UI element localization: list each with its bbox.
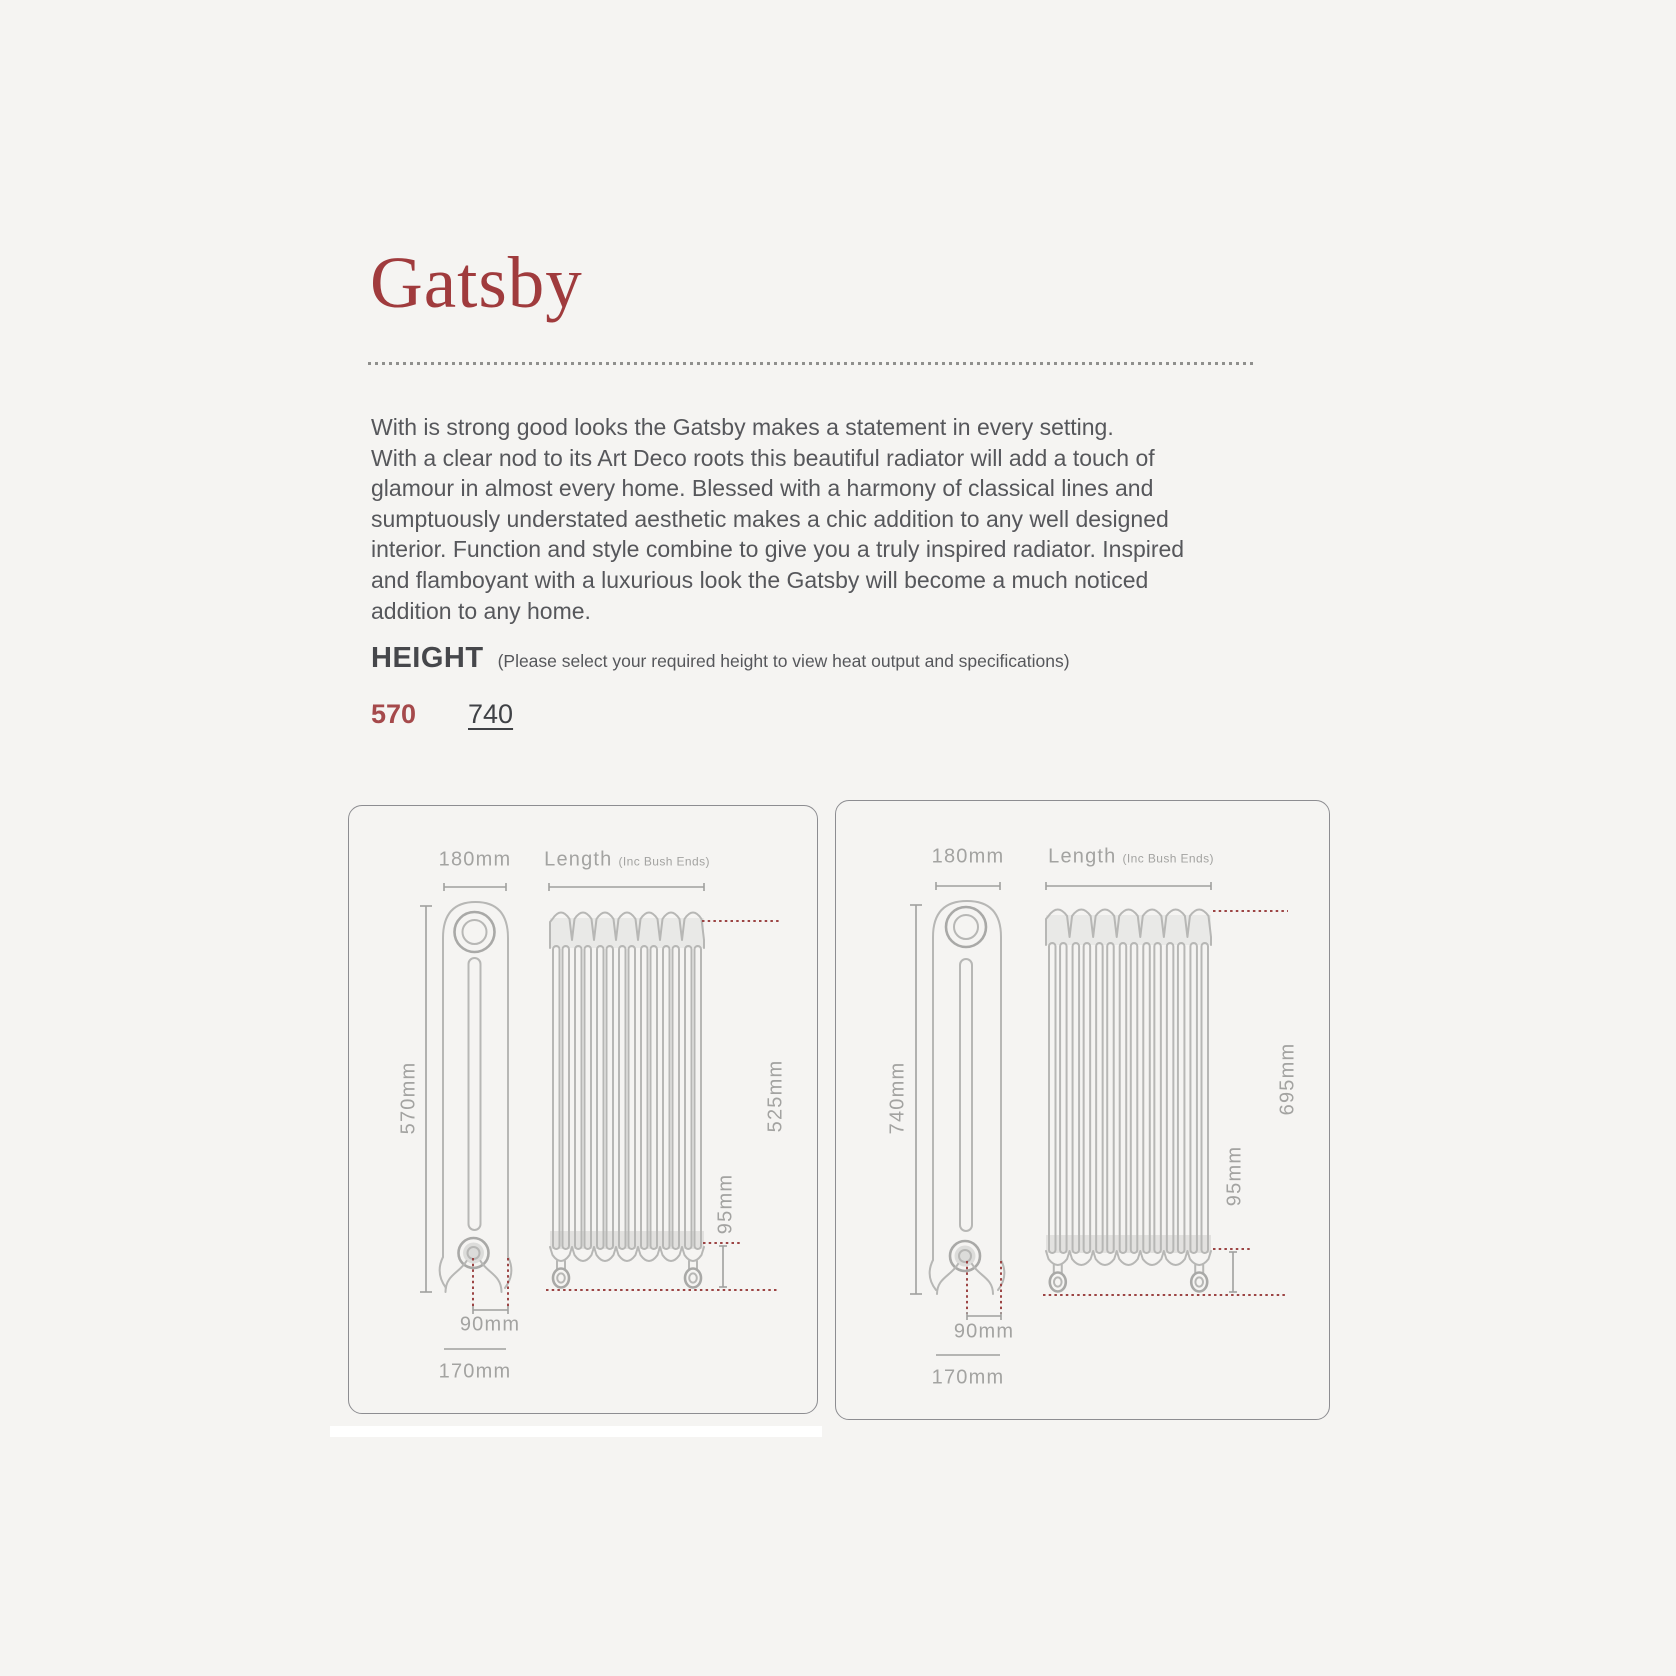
tapping-height-label: 695mm [1276,1042,1299,1116]
width-dimension-label: 180mm [438,848,512,871]
description-line: With is strong good looks the Gatsby makes a statement in every setting. [371,414,1114,440]
description-line: sumptuously understated aesthetic makes a chic addition to any well designed [371,505,1169,532]
overall-height-label: 740mm [886,1061,909,1135]
length-dimension-text: Length [1048,845,1117,868]
spec-diagram-panel-570 [348,805,818,1414]
height-option-740[interactable]: 740 [468,699,514,729]
foot-width-label: 90mm [953,1320,1015,1343]
overall-depth-label: 170mm [438,1360,512,1383]
white-strip [330,1426,822,1437]
floor-clearance-label: 95mm [714,1173,737,1235]
height-option-570[interactable]: 570 [371,699,417,729]
width-dimension-label: 180mm [931,845,1005,868]
length-dimension-label [544,849,710,872]
floor-clearance-label: 95mm [1223,1145,1246,1207]
height-section-label: HEIGHT [371,642,484,674]
description-line: glamour in almost every home. Blessed with a harmony of classical lines and [371,475,1154,502]
overall-height-label: 570mm [397,1061,420,1135]
dotted-divider [368,362,1254,365]
length-dimension-text: Length [544,848,613,871]
foot-width-label: 90mm [459,1313,521,1336]
spec-diagram-panel-740 [835,800,1330,1420]
length-dimension-note: (Inc Bush Ends) [1122,851,1214,866]
page-title: Gatsby [370,242,583,323]
height-selector-header [371,642,1070,675]
description-line: addition to any home. [371,597,591,624]
radiator-technical-drawing-740 [836,801,1328,1418]
overall-depth-label: 170mm [931,1366,1005,1389]
tapping-height-label: 525mm [764,1059,787,1133]
length-dimension-label [1048,846,1214,869]
description-line: interior. Function and style combine to give you a truly inspired radiator. Inspired [371,536,1185,563]
product-description [371,412,1271,626]
length-dimension-note: (Inc Bush Ends) [618,854,710,869]
height-section-note: (Please select your required height to view heat output and specifications) [497,651,1070,671]
description-line: With a clear nod to its Art Deco roots this beautiful radiator will add a touch of [371,444,1155,471]
description-line: and flamboyant with a luxurious look the Gatsby will become a much noticed [371,566,1149,593]
